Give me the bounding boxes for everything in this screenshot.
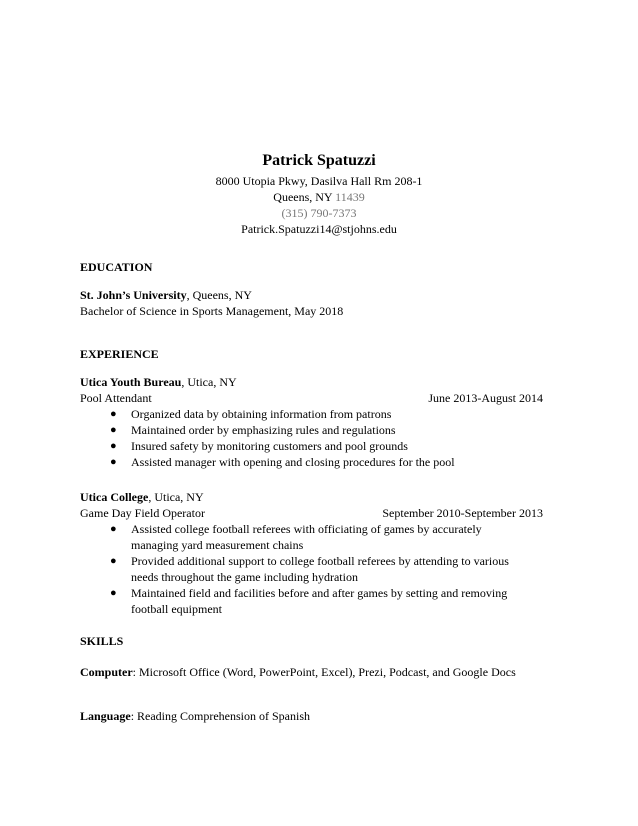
skill-text: : Reading Comprehension of Spanish <box>130 709 311 723</box>
bullet-text: Maintained field and facilities before and after games by setting and removing football equipment <box>131 586 508 616</box>
list-item <box>110 454 540 470</box>
employer-name: Utica College <box>80 490 149 504</box>
list-item <box>110 438 540 454</box>
city-line <box>0 189 638 205</box>
phone-number: (315) 790-7373 <box>281 206 357 220</box>
skill-label: Computer <box>80 665 133 679</box>
list-item <box>110 553 510 585</box>
skill-computer <box>80 664 520 680</box>
list-item <box>110 585 510 617</box>
bullet-icon: ● <box>110 555 117 567</box>
job-title: Game Day Field Operator <box>80 506 205 520</box>
bullet-icon: ● <box>110 440 117 452</box>
job-bullet-list <box>110 406 540 470</box>
resume-name: Patrick Spatuzzi <box>262 152 376 169</box>
skill-language <box>80 708 310 724</box>
degree-line: Bachelor of Science in Sports Management, May 2018 <box>80 304 344 318</box>
bullet-icon: ● <box>110 424 117 436</box>
job-bullet-list <box>110 521 510 617</box>
bullet-text: Provided additional support to college football referees by attending to various needs throughout the game including hydration <box>131 554 509 584</box>
employer-location: , Utica, NY <box>181 375 237 389</box>
bullet-icon: ● <box>110 587 117 599</box>
skill-label: Language <box>80 709 131 723</box>
address-line: 8000 Utopia Pkwy, Dasilva Hall Rm 208-1 <box>215 174 423 188</box>
zip-code: 11439 <box>335 190 365 204</box>
job-employer-line <box>80 489 204 505</box>
bullet-icon: ● <box>110 456 117 468</box>
city-state: Queens, NY <box>273 190 333 204</box>
education-heading: EDUCATION <box>80 260 153 274</box>
bullet-text: Assisted college football referees with officiating of games by accurately managing yard measurement chains <box>131 522 482 552</box>
bullet-text: Maintained order by emphasizing rules and regulations <box>131 423 396 437</box>
skill-text: : Microsoft Office (Word, PowerPoint, Excel), Prezi, Podcast, and Google Docs <box>132 665 516 679</box>
skills-heading: SKILLS <box>80 634 124 648</box>
bullet-icon: ● <box>110 408 117 420</box>
school-name: St. John’s University <box>80 288 187 302</box>
job-dates: June 2013-August 2014 <box>428 391 543 405</box>
bullet-icon: ● <box>110 523 117 535</box>
bullet-text: Assisted manager with opening and closing procedures for the pool <box>131 455 455 469</box>
email-address[interactable]: Patrick.Spatuzzi14@stjohns.edu <box>241 222 397 236</box>
job-dates: September 2010-September 2013 <box>382 506 543 520</box>
list-item <box>110 422 540 438</box>
school-location: , Queens, NY <box>186 288 252 302</box>
job-employer-line <box>80 374 237 390</box>
job-title: Pool Attendant <box>80 391 152 405</box>
employer-name: Utica Youth Bureau <box>80 375 182 389</box>
bullet-text: Organized data by obtaining information from patrons <box>131 407 392 421</box>
bullet-text: Insured safety by monitoring customers and pool grounds <box>131 439 408 453</box>
employer-location: , Utica, NY <box>148 490 204 504</box>
education-school-line <box>80 287 252 303</box>
list-item <box>110 406 540 422</box>
list-item <box>110 521 510 553</box>
experience-heading: EXPERIENCE <box>80 347 159 361</box>
